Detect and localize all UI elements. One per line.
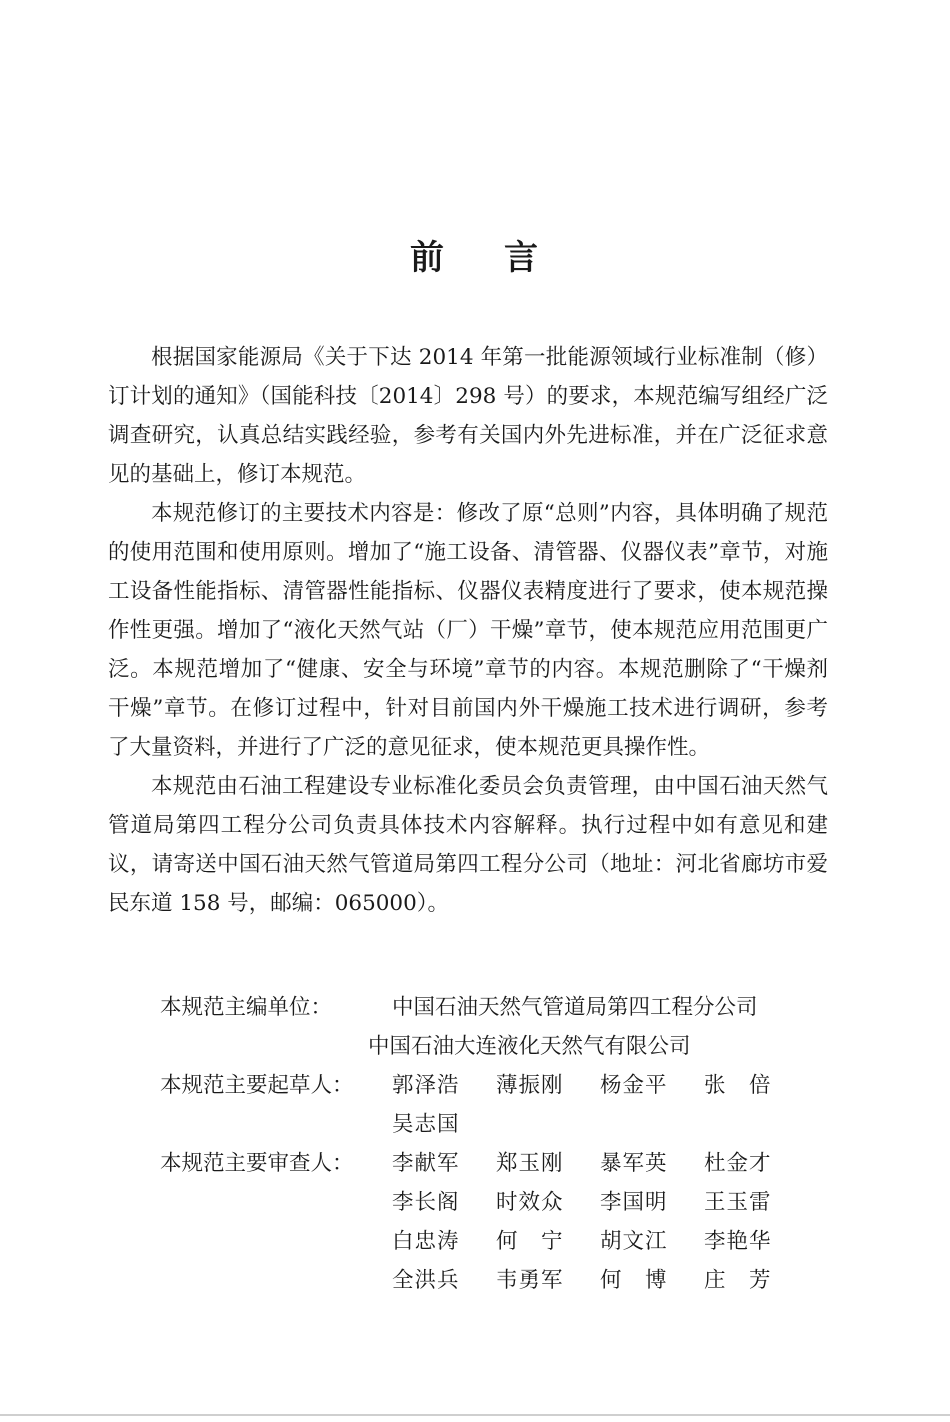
- title-char-1: 前: [410, 238, 446, 278]
- drafter-name: 薄振刚: [496, 1073, 564, 1098]
- drafters-list: [392, 1066, 808, 1144]
- credits-block: [160, 988, 808, 1300]
- foreword-body: [108, 338, 828, 923]
- reviewer-name: 时效众: [496, 1190, 564, 1215]
- reviewer-name: 何 宁: [496, 1229, 564, 1254]
- paragraph-management: 本规范由石油工程建设专业标准化委员会负责管理，由中国石油天然气管道局第四工程分公司负责具体技术内容解释。执行过程中如有意见和建议，请寄送中国石油天然气管道局第四工程分公司（地址：河北省廊坊市爱民东道 158 号，邮编：065000）。: [108, 774, 828, 916]
- chief-unit-label: 本规范主编单位：: [160, 995, 333, 1020]
- drafter-name: 杨金平: [600, 1073, 668, 1098]
- chief-unit-2: 中国石油大连液化天然气有限公司: [368, 1034, 691, 1059]
- reviewers-line: [392, 1222, 808, 1261]
- reviewer-name: 李艳华: [704, 1229, 772, 1254]
- reviewers-row: [160, 1144, 808, 1300]
- reviewer-name: 胡文江: [600, 1229, 668, 1254]
- reviewer-name: 李献军: [392, 1151, 460, 1176]
- reviewers-list: [392, 1144, 808, 1300]
- reviewer-name: 王玉雷: [704, 1190, 772, 1215]
- reviewer-name: 何 博: [600, 1268, 668, 1293]
- chief-unit-2-row: [160, 1027, 808, 1066]
- reviewer-name: 白忠涛: [392, 1229, 460, 1254]
- drafters-label: 本规范主要起草人：: [160, 1073, 354, 1098]
- drafter-name: 张 倍: [704, 1073, 772, 1098]
- reviewers-line: [392, 1261, 808, 1300]
- reviewer-name: 杜金才: [704, 1151, 772, 1176]
- reviewer-name: 李长阁: [392, 1190, 460, 1215]
- paragraph-revisions: 本规范修订的主要技术内容是：修改了原“总则”内容，具体明确了规范的使用范围和使用原则。增加了“施工设备、清管器、仪器仪表”章节，对施工设备性能指标、清管器性能指标、仪器仪表精度进行了要求，使本规范操作性更强。增加了“液化天然气站（厂）干燥”章节，使本规范应用范围更广泛。本规范增加了“健康、安全与环境”章节的内容。本规范删除了“干燥剂干燥”章节。在修订过程中，针对目前国内外干燥施工技术进行调研，参考了大量资料，并进行了广泛的意见征求，使本规范更具操作性。: [108, 501, 828, 760]
- drafter-name: 郭泽浩: [392, 1073, 460, 1098]
- reviewers-label: 本规范主要审查人：: [160, 1151, 354, 1176]
- reviewer-name: 庄 芳: [704, 1268, 772, 1293]
- title-char-2: 言: [504, 238, 540, 278]
- reviewer-name: 李国明: [600, 1190, 668, 1215]
- page-bottom-edge: [0, 1414, 950, 1416]
- reviewer-name: 韦勇军: [496, 1268, 564, 1293]
- page-title: [0, 230, 950, 279]
- drafter-name: 吴志国: [392, 1112, 460, 1137]
- reviewer-name: 暴军英: [600, 1151, 668, 1176]
- paragraph-basis: 根据国家能源局《关于下达 2014 年第一批能源领域行业标准制（修）订计划的通知》（国能科技〔2014〕298 号）的要求，本规范编写组经广泛调查研究，认真总结实践经验，参考有关国内外先进标准，并在广泛征求意见的基础上，修订本规范。: [108, 345, 828, 487]
- chief-unit-1: 中国石油天然气管道局第四工程分公司: [392, 995, 758, 1020]
- drafters-line: [392, 1105, 808, 1144]
- reviewer-name: 郑玉刚: [496, 1151, 564, 1176]
- reviewer-name: 全洪兵: [392, 1268, 460, 1293]
- drafters-row: [160, 1066, 808, 1144]
- drafters-line: [392, 1066, 808, 1105]
- chief-unit-row: [160, 988, 808, 1027]
- reviewers-line: [392, 1144, 808, 1183]
- reviewers-line: [392, 1183, 808, 1222]
